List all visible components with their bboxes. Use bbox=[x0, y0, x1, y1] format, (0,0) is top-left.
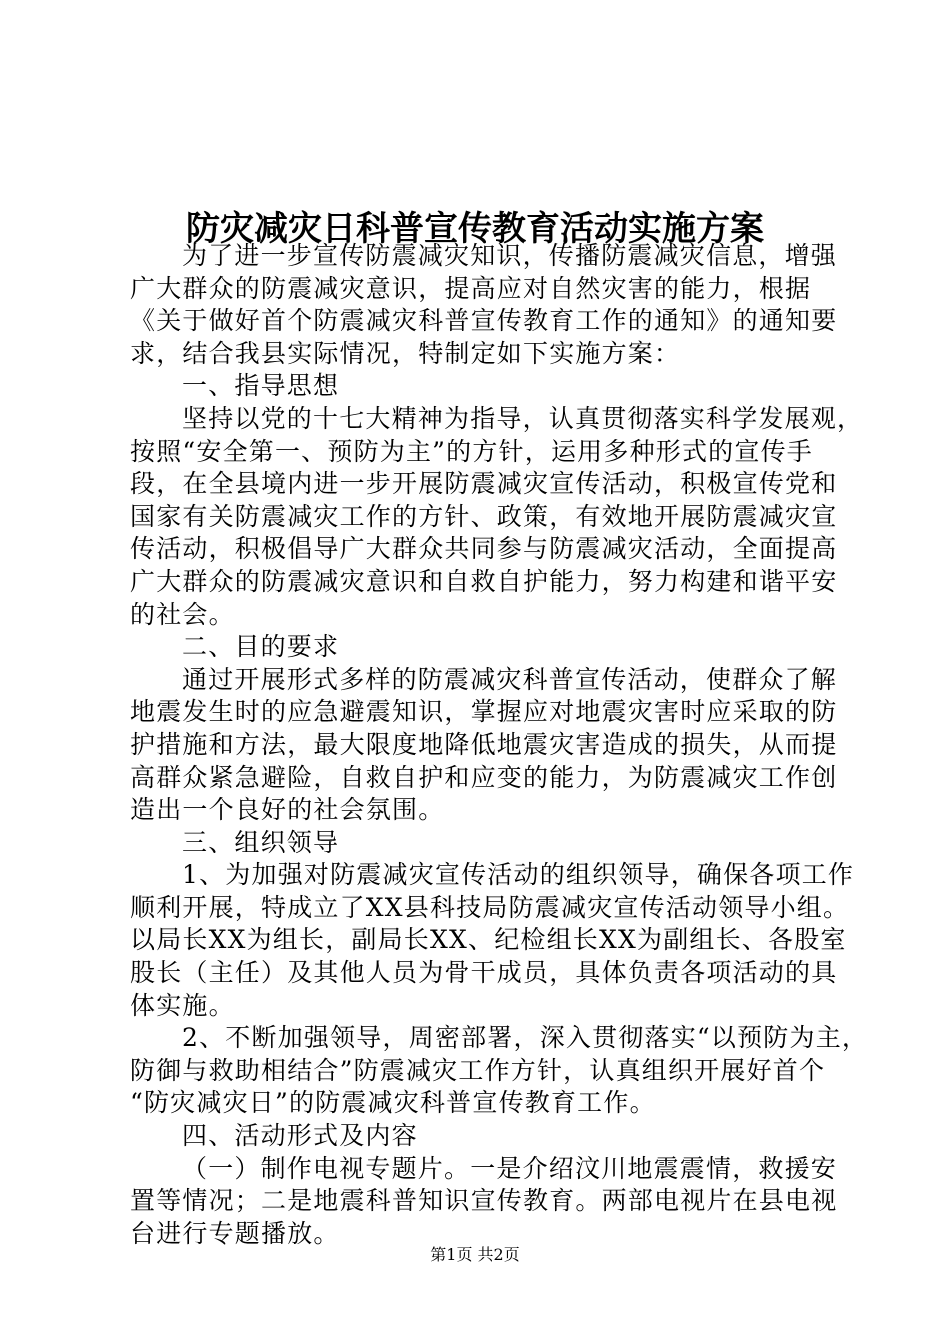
body-text-line: 顺利开展，特成立了XX县科技局防震减灾宣传活动领导小组。 bbox=[130, 892, 850, 922]
body-text-line: 坚持以党的十七大精神为指导，认真贯彻落实科学发展观， bbox=[182, 403, 864, 433]
body-text-line: 高群众紧急避险，自救自护和应变的能力，为防震减灾工作创 bbox=[130, 762, 838, 792]
body-text-line: 《关于做好首个防震减灾科普宣传教育工作的通知》的通知要 bbox=[130, 306, 838, 336]
document-title: 防灾减灾日科普宣传教育活动实施方案 bbox=[186, 208, 764, 249]
body-text-line: 国家有关防震减灾工作的方针、政策，有效地开展防震减灾宣 bbox=[130, 501, 838, 531]
body-text-line: 二、目的要求 bbox=[182, 632, 340, 662]
body-text-line: 地震发生时的应急避震知识，掌握应对地震灾害时应采取的防 bbox=[130, 697, 838, 727]
body-text-line: 广大群众的防震减灾意识和自救自护能力，努力构建和谐平安 bbox=[130, 566, 838, 596]
body-text-line: 防御与救助相结合”防震减灾工作方针，认真组织开展好首个 bbox=[130, 1055, 826, 1085]
page-footer: 第1页 共2页 bbox=[430, 1245, 520, 1264]
body-text-line: 1、为加强对防震减灾宣传活动的组织领导，确保各项工作 bbox=[182, 860, 855, 890]
body-text-line: 股长（主任）及其他人员为骨干成员，具体负责各项活动的具 bbox=[130, 958, 838, 988]
body-text-line: 为了进一步宣传防震减灾知识，传播防震减灾信息，增强 bbox=[182, 241, 838, 270]
body-text-line: 的社会。 bbox=[130, 599, 235, 629]
body-text-line: 段，在全县境内进一步开展防震减灾宣传活动，积极宣传党和 bbox=[130, 469, 838, 499]
body-text-line: 三、组织领导 bbox=[182, 827, 340, 857]
body-text-line: 传活动，积极倡导广大群众共同参与防震减灾活动，全面提高 bbox=[130, 534, 838, 564]
body-text-line: （一）制作电视专题片。一是介绍汶川地震震情，救援安 bbox=[182, 1153, 838, 1183]
body-text-line: “防灾减灾日”的防震减灾科普宣传教育工作。 bbox=[130, 1088, 656, 1118]
body-text-line: 四、活动形式及内容 bbox=[182, 1121, 418, 1151]
body-text-line: 体实施。 bbox=[130, 990, 235, 1020]
body-text-line: 以局长XX为组长，副局长XX、纪检组长XX为副组长、各股室 bbox=[130, 925, 847, 955]
body-text-line: 护措施和方法，最大限度地降低地震灾害造成的损失，从而提 bbox=[130, 729, 838, 759]
body-text-line: 通过开展形式多样的防震减灾科普宣传活动，使群众了解 bbox=[182, 664, 838, 694]
body-text-line: 台进行专题播放。 bbox=[130, 1218, 340, 1248]
document-body bbox=[130, 240, 869, 1250]
body-text-line: 2、不断加强领导，周密部署，深入贯彻落实“以预防为主， bbox=[182, 1023, 869, 1053]
body-text-line: 求，结合我县实际情况，特制定如下实施方案： bbox=[130, 338, 681, 368]
body-text-line: 置等情况；二是地震科普知识宣传教育。两部电视片在县电视 bbox=[130, 1186, 838, 1216]
body-text-line: 造出一个良好的社会氛围。 bbox=[130, 795, 445, 825]
body-text-line: 按照“安全第一、预防为主”的方针，运用多种形式的宣传手 bbox=[130, 436, 813, 466]
body-text-line: 广大群众的防震减灾意识，提高应对自然灾害的能力，根据 bbox=[130, 273, 812, 303]
body-text-line: 一、指导思想 bbox=[182, 371, 340, 401]
